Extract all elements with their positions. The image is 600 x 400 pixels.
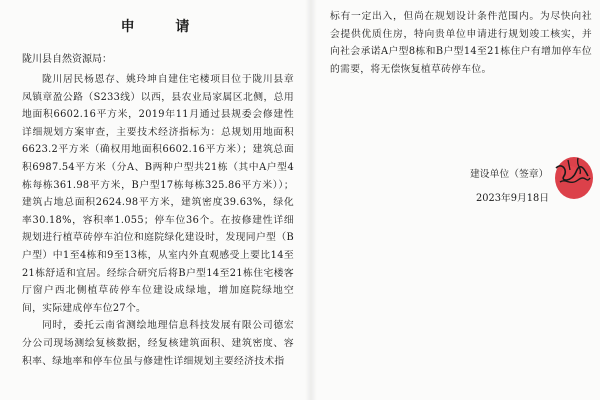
- paragraph-1: 陇川居民杨恩存、姚玲坤自建住宅楼项目位于陇川县章凤镇章盈公路（S233线）以西，县农业局家属区北侧，总用地面积6602.16平方米，2019年11月通过县规委会修建性详细规划方案审查，主要技术经济指标为：总规划用地面积6623.2平方米（确权用地面积6602.16平方米）；建筑总面积6987.54平方米（分A、B两种户型共21栋（其中A户型4栋每栋361.98平方米，B户型17栋每栋325.86平方米））；建筑占地总面积2624.98平方米，建筑密度39.63%，绿化率30.18%，容积率1.055；停车位36个。在按修建性详细规划进行植草砖停车泊位和庭院绿化建设时，发现同户型（B户型）中1至4栋和9至13栋，从室内外直观感受上要比14至21栋舒适和宜居。经综合研究后将B户型14至21栋住宅楼客厅窗户西北侧植草砖停车位建设成绿地，增加庭院绿地空间，实际建成停车位27个。: [22, 74, 294, 314]
- salutation: 陇川县自然资源局：: [22, 54, 112, 65]
- left-column: [22, 8, 294, 370]
- paragraph-2: 同时，委托云南省测绘地理信息科技发展有限公司德宏分公司现场测绘复核数据，经复核建筑面积、建筑密度、容积率、绿地率和停车位虽与修建性详细规划主要经济技术指: [22, 320, 294, 367]
- right-column: [330, 8, 592, 78]
- handwritten-signature-seal: [548, 148, 596, 204]
- page-fold: [305, 0, 317, 400]
- paragraph-continuation: 标有一定出入，但尚在规划设计条件范围内。为尽快向社会提供优质住房，特向贵单位申请进行规划竣工核实，并向社会承诺A户型8栋和B户型14至21栋住户有增加停车位的需要，将无偿恢复植草砖停车位。: [330, 11, 592, 75]
- signature-label: 建设单位（签章）: [470, 169, 549, 180]
- signature-date: 2023年9月18日: [476, 193, 550, 204]
- document-title: 申 请: [120, 19, 208, 35]
